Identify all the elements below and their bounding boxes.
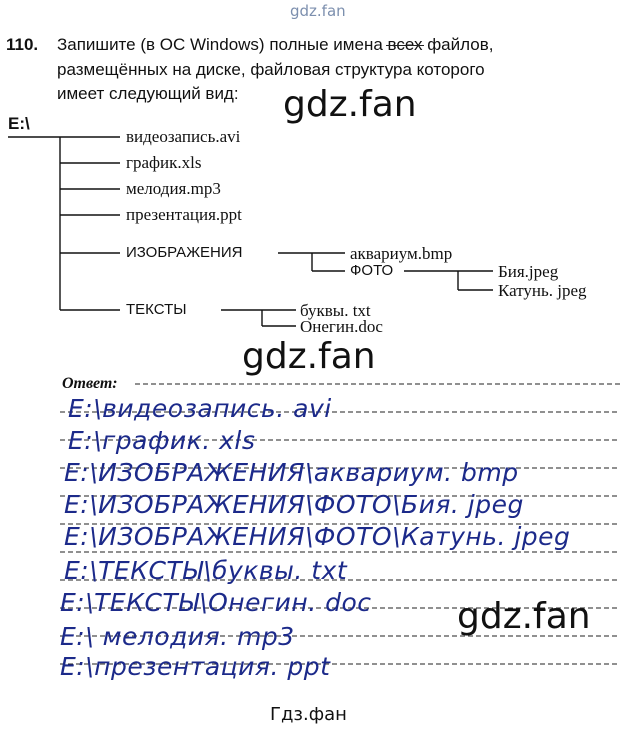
task-line-2: размещённых на диске, файловая структура которого — [57, 60, 485, 79]
tree-file: аквариум.bmp — [350, 244, 453, 263]
tree-file: Катунь. jpeg — [498, 281, 587, 300]
footer-caption: Гдз.фан — [270, 704, 347, 725]
tree-file: график.xls — [126, 153, 202, 172]
tree-folder: ФОТО — [350, 262, 394, 279]
tree-file: Онегин.doc — [300, 317, 383, 336]
watermark: gdz.fan — [242, 336, 376, 377]
tree-file: мелодия.mp3 — [126, 179, 221, 198]
answer-line: E:\видеозапись. avi — [68, 394, 332, 423]
answer-line: E:\презентация. ppt — [60, 652, 331, 681]
answer-line: E:\ИЗОБРАЖЕНИЯ\аквариум. bmp — [64, 458, 519, 487]
answer-line: E:\график. xls — [68, 426, 256, 455]
watermark: gdz.fan — [457, 596, 591, 637]
tree-file: видеозапись.avi — [126, 127, 241, 146]
task-line-3: имеет следующий вид: — [57, 84, 239, 103]
tree-file: буквы. txt — [300, 301, 371, 320]
answer-line: E:\ТЕКСТЫ\буквы. txt — [64, 556, 348, 585]
task-text: Запишите (в ОС Windows) полные имена — [57, 35, 383, 54]
watermark: gdz.fan — [283, 84, 417, 125]
answer-line: E:\ мелодия. mp3 — [60, 622, 295, 651]
task-number: 110. — [6, 35, 39, 54]
answer-line: E:\ИЗОБРАЖЕНИЯ\ФОТО\Катунь. jpeg — [64, 522, 571, 551]
tree-file: презентация.ppt — [126, 205, 242, 224]
answer-label: Ответ: — [62, 375, 118, 392]
task-struck-word: всех — [387, 35, 423, 54]
watermark-top: gdz.fan — [290, 2, 346, 20]
answer-line: E:\ИЗОБРАЖЕНИЯ\ФОТО\Бия. jpeg — [64, 490, 524, 519]
answer-line: E:\ТЕКСТЫ\Онегин. doc — [60, 588, 372, 617]
tree-folder: ТЕКСТЫ — [126, 301, 187, 318]
tree-folder: ИЗОБРАЖЕНИЯ — [126, 244, 243, 261]
task-text: файлов, — [427, 35, 494, 54]
tree-file: Бия.jpeg — [498, 262, 559, 281]
tree-root: E:\ — [8, 114, 30, 133]
